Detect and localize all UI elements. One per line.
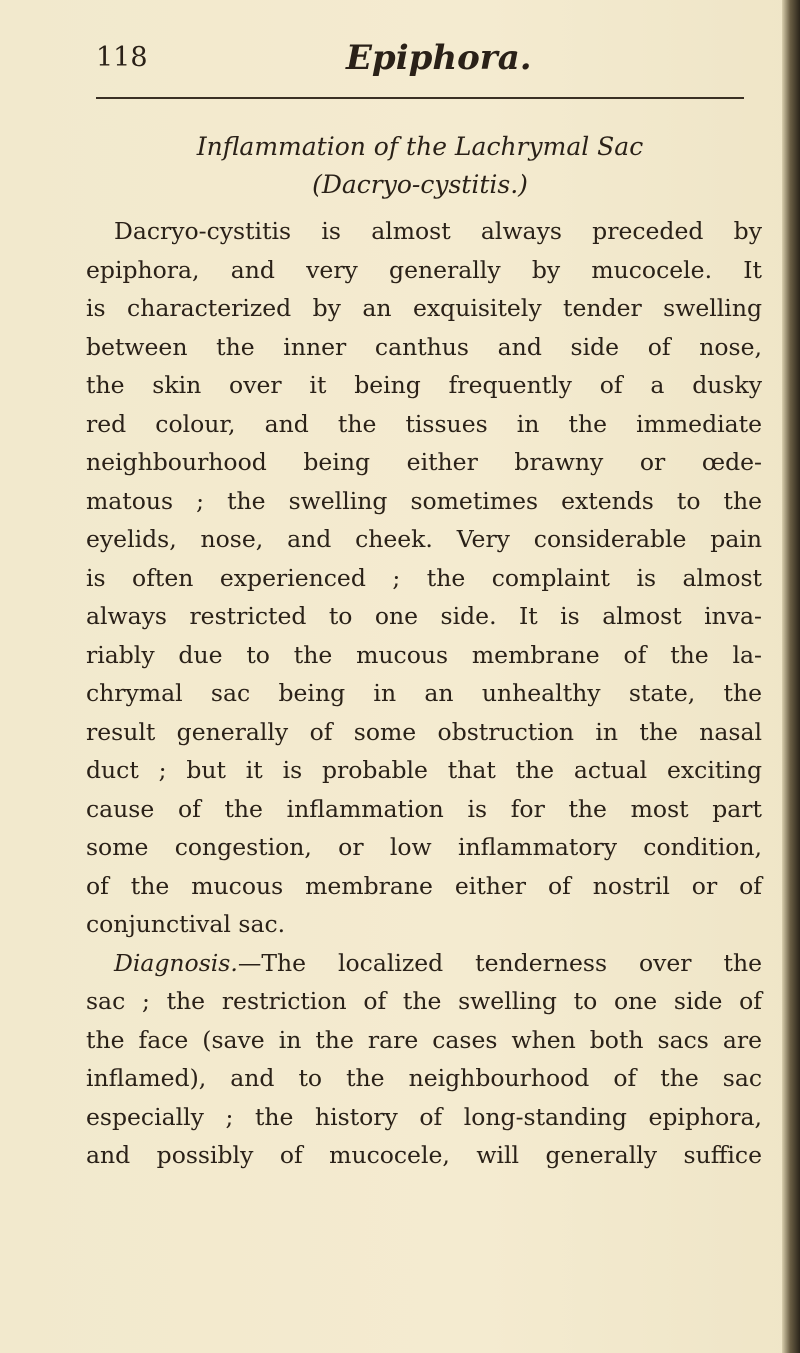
- text-line: especially ; the history of long-standing epiphora,: [86, 1102, 762, 1131]
- text-line: and possibly of mucocele, will generally suffice: [86, 1141, 762, 1169]
- text-line: riably due to the mucous membrane of the la-: [86, 640, 762, 669]
- section-heading: [96, 128, 744, 204]
- running-head: [96, 38, 736, 84]
- text-line: cause of the inflammation is for the most part: [86, 794, 762, 823]
- section-subtitle: (Dacryo-cystitis.): [312, 170, 528, 199]
- text-line: neighbourhood being either brawny or œde-: [86, 448, 762, 476]
- diagnosis-first-line: [86, 944, 762, 983]
- running-title: Epiphora.: [346, 38, 532, 78]
- text-line: inflamed), and to the neighbourhood of the sac: [86, 1064, 762, 1092]
- text-line: epiphora, and very generally by mucocele. It: [86, 255, 762, 284]
- text-line: the skin over it being frequently of a dusky: [86, 371, 762, 399]
- header-rule: [96, 97, 744, 99]
- text-line: result generally of some obstruction in the nasal: [86, 717, 762, 746]
- text-line: between the inner canthus and side of nose,: [86, 332, 762, 361]
- diagnosis-line-text: —The localized tenderness over the: [237, 948, 762, 977]
- text-line: is characterized by an exquisitely tender swelling: [86, 294, 762, 322]
- text-line: is often experienced ; the complaint is almost: [86, 563, 762, 592]
- text-line: some congestion, or low inflammatory condition,: [86, 833, 762, 861]
- text-line: always restricted to one side. It is almost inva-: [86, 602, 762, 630]
- text-line: duct ; but it is probable that the actual exciting: [86, 756, 762, 784]
- text-line: the face (save in the rare cases when both sacs are: [86, 1025, 762, 1054]
- book-spine-shadow: [782, 0, 800, 1353]
- text-line: conjunctival sac.: [86, 910, 286, 938]
- text-line: eyelids, nose, and cheek. Very considerable pain: [86, 525, 762, 553]
- page-number: 118: [96, 42, 148, 73]
- section-title: Inflammation of the Lachrymal Sac: [196, 132, 644, 161]
- text-line: matous ; the swelling sometimes extends to the: [86, 486, 762, 515]
- text-line: of the mucous membrane either of nostril or of: [86, 871, 762, 900]
- body-text: [86, 212, 762, 1175]
- text-line: chrymal sac being in an unhealthy state, the: [86, 679, 762, 707]
- text-line: Dacryo-cystitis is almost always preceded by: [114, 217, 762, 245]
- text-line: sac ; the restriction of the swelling to one side of: [86, 987, 762, 1015]
- diagnosis-heading: Diagnosis.: [114, 948, 238, 977]
- text-line: red colour, and the tissues in the immediate: [86, 409, 762, 438]
